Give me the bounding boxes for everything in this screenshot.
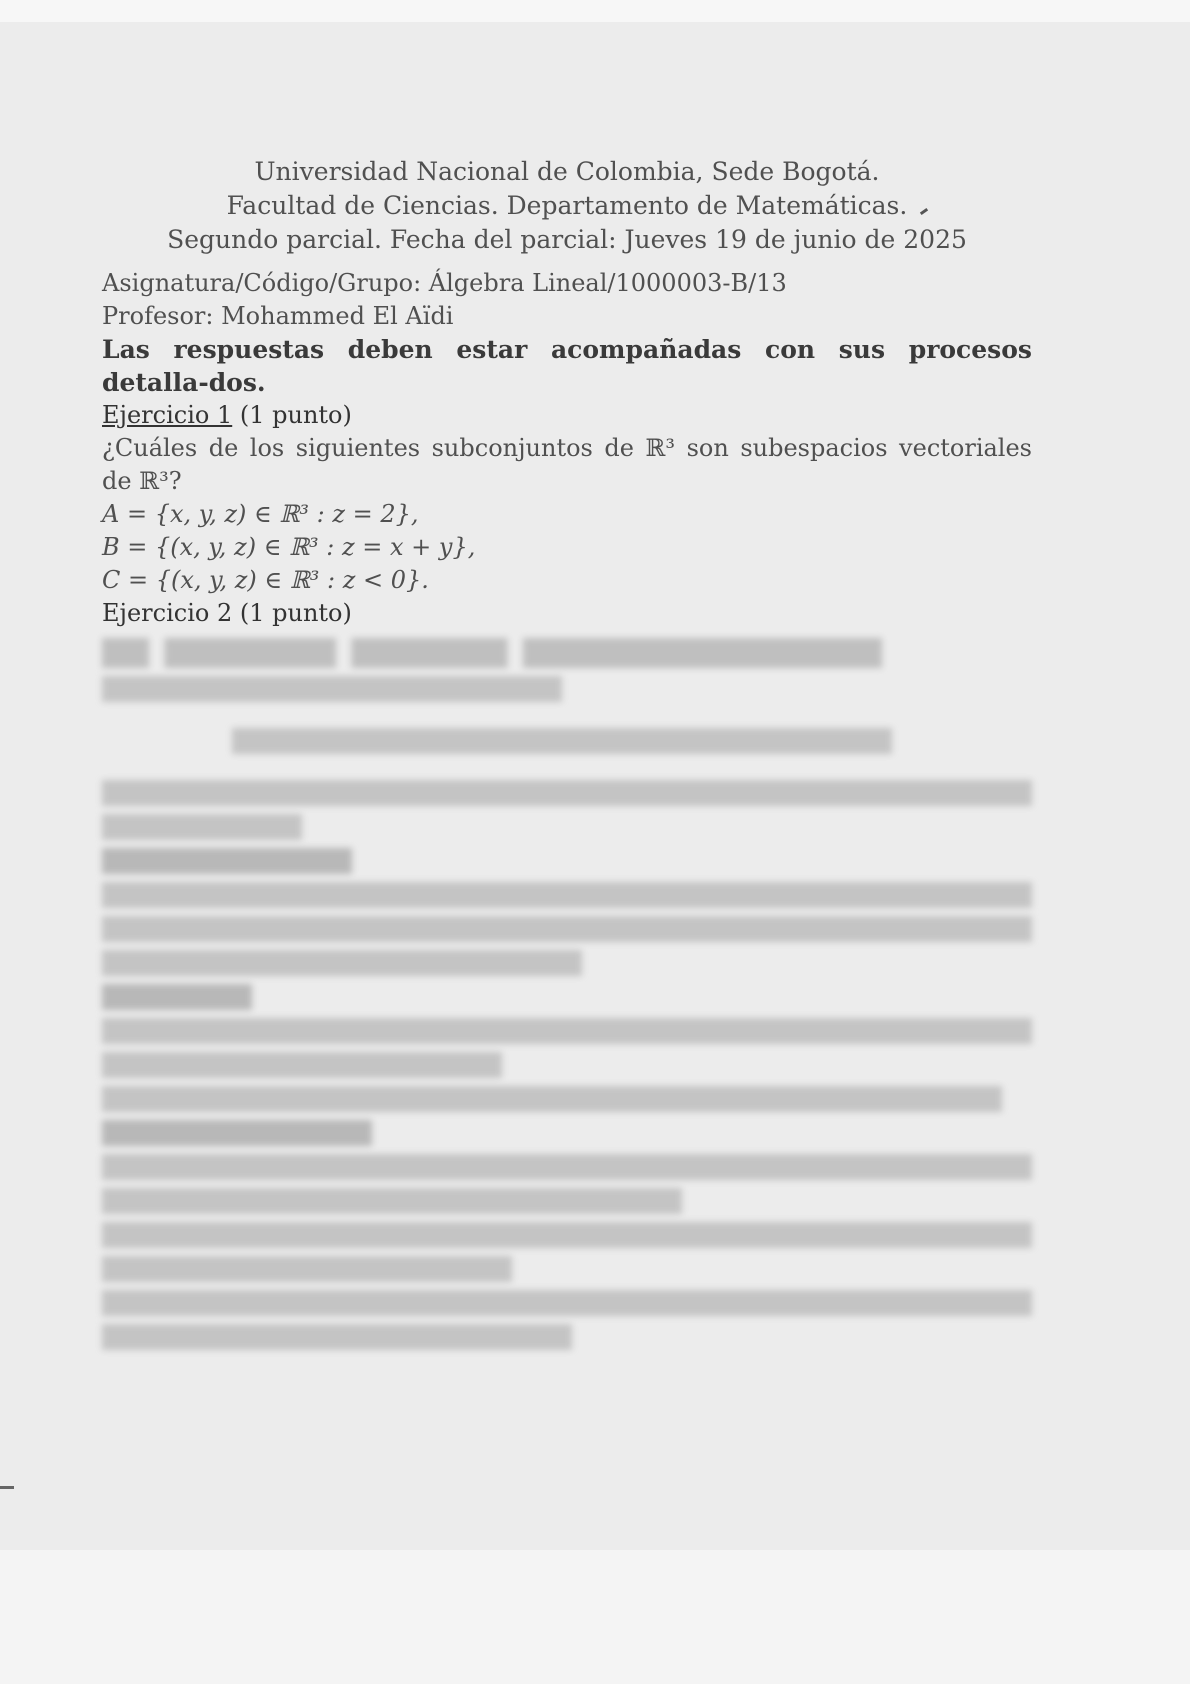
- obscured-line: [102, 1188, 682, 1214]
- obscured-line: [102, 950, 582, 976]
- exercise2-heading: [102, 597, 1032, 630]
- obscured-line: [102, 1290, 1032, 1316]
- scan-speck: [0, 1486, 14, 1489]
- professor-name: Profesor: Mohammed El Aïdi: [102, 302, 454, 330]
- set-b: B = {(x, y, z) ∈ ℝ³ : z = x + y},: [102, 533, 476, 561]
- obscured-line: [102, 780, 1032, 806]
- obscured-line: [102, 676, 562, 702]
- exercise1-question: ¿Cuáles de los siguientes subconjuntos de ℝ³ son subespacios vectoriales de ℝ³?: [102, 434, 1032, 495]
- obscured-line: [102, 1256, 512, 1282]
- obscured-line: [102, 1222, 1032, 1248]
- obscured-line: [102, 1154, 1032, 1180]
- obscured-line: [102, 882, 1032, 908]
- exercise1-points: (1 punto): [239, 401, 352, 429]
- instructions-text: Las respuestas deben estar acompañadas con sus procesos detalla-dos.: [102, 335, 1032, 397]
- university-name: Universidad Nacional de Colombia, Sede Bogotá.: [254, 157, 880, 186]
- scan-margin: [0, 1550, 1190, 1684]
- exercise1-title: Ejercicio 1: [102, 401, 233, 429]
- obscured-line: [102, 1120, 372, 1146]
- obscured-line: [102, 1086, 1002, 1112]
- exam-content: [102, 155, 1032, 1358]
- course-info: Asignatura/Código/Grupo: Álgebra Lineal/1000003-B/13: [102, 269, 787, 297]
- exercise2-title: Ejercicio 2: [102, 599, 233, 627]
- exercise2-points: (1 punto): [239, 599, 352, 627]
- exam-date: Segundo parcial. Fecha del parcial: Jueves 19 de junio de 2025: [167, 225, 967, 254]
- obscured-line: [102, 916, 1032, 942]
- faculty-name: Facultad de Ciencias. Departamento de Matemáticas.: [226, 191, 908, 220]
- obscured-line: [102, 638, 882, 668]
- obscured-line: [232, 728, 892, 754]
- set-a: A = {x, y, z) ∈ ℝ³ : z = 2},: [102, 500, 419, 528]
- obscured-content: [102, 638, 1032, 1350]
- obscured-line: [102, 984, 252, 1010]
- instructions: [102, 333, 1032, 399]
- obscured-line: [102, 1018, 1032, 1044]
- obscured-line: [102, 814, 302, 840]
- exercise1-heading: [102, 399, 1032, 432]
- obscured-line: [102, 848, 352, 874]
- set-c: C = {(x, y, z) ∈ ℝ³ : z < 0}.: [102, 566, 429, 594]
- obscured-line: [102, 1052, 502, 1078]
- obscured-line: [102, 1324, 572, 1350]
